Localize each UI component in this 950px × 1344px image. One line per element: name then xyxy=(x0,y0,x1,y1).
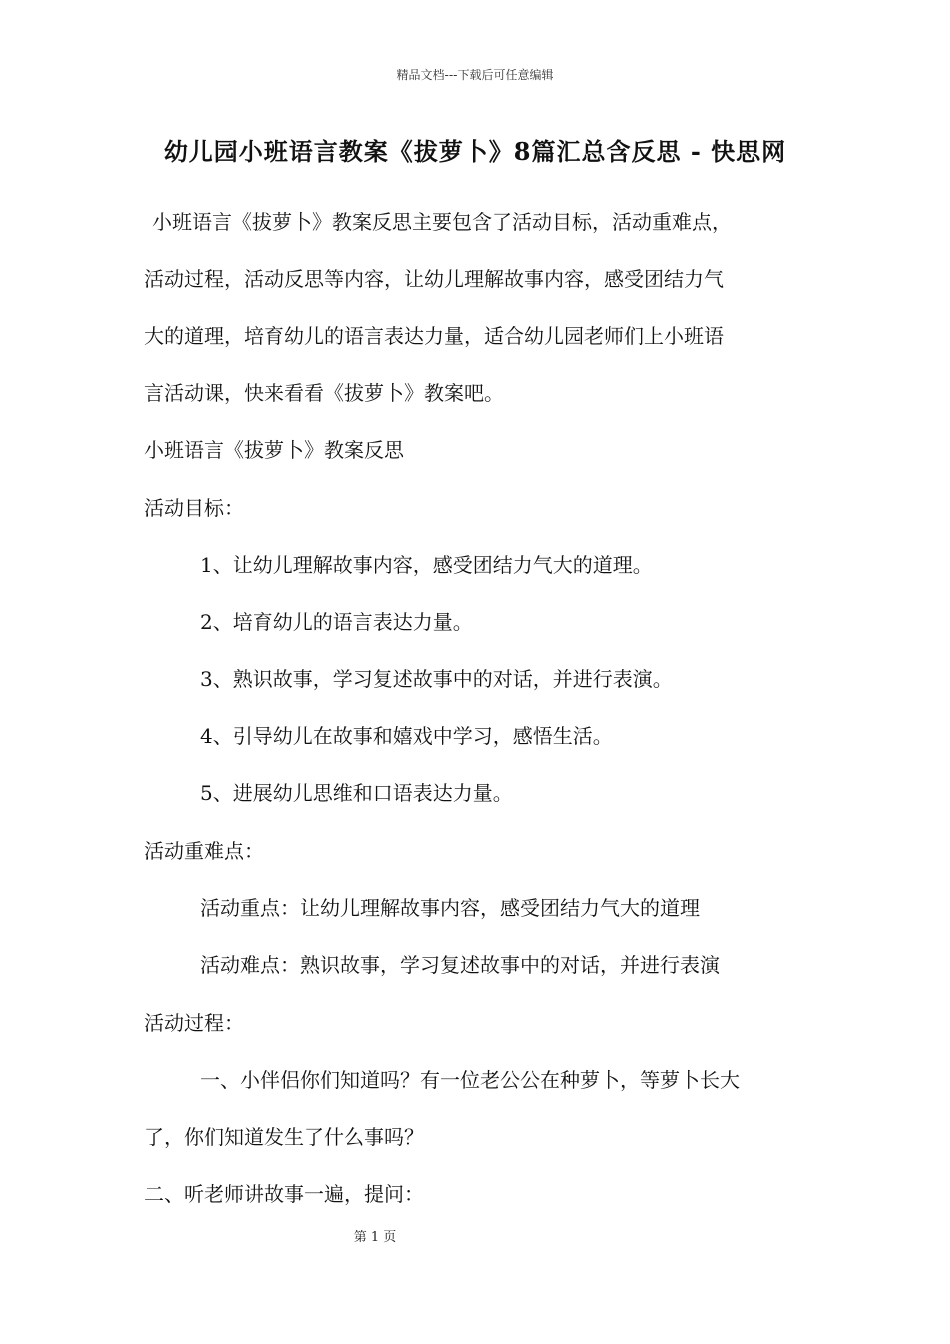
intro-line-3: 大的道理，培育幼儿的语言表达力量，适合幼儿园老师们上小班语 xyxy=(144,324,724,348)
goal-item-4: 4、引导幼儿在故事和嬉戏中学习，感悟生活。 xyxy=(200,724,613,748)
intro-line-4: 言活动课，快来看看《拔萝卜》教案吧。 xyxy=(144,381,504,405)
intro-line-2: 活动过程，活动反思等内容，让幼儿理解故事内容，感受团结力气 xyxy=(144,267,724,291)
key-point-difficulty: 活动难点：熟识故事，学习复述故事中的对话，并进行表演 xyxy=(200,953,720,977)
goals-heading: 活动目标： xyxy=(144,496,244,520)
section-subtitle: 小班语言《拔萝卜》教案反思 xyxy=(144,438,404,462)
goal-item-5: 5、进展幼儿思维和口语表达力量。 xyxy=(200,781,513,805)
document-title: 幼儿园小班语言教案《拔萝卜》8篇汇总含反思 - 快思网 xyxy=(163,137,787,166)
goal-item-3: 3、熟识故事，学习复述故事中的对话，并进行表演。 xyxy=(200,667,673,691)
process-step-1-line-1: 一、小伴侣你们知道吗？有一位老公公在种萝卜，等萝卜长大 xyxy=(200,1068,740,1092)
page-header: 精品文档---下载后可任意编辑 xyxy=(396,68,554,82)
key-point-focus: 活动重点：让幼儿理解故事内容，感受团结力气大的道理 xyxy=(200,896,700,920)
goal-item-2: 2、培育幼儿的语言表达力量。 xyxy=(200,610,473,634)
process-heading: 活动过程： xyxy=(144,1011,244,1035)
intro-line-1: 小班语言《拔萝卜》教案反思主要包含了活动目标，活动重难点， xyxy=(152,210,732,234)
key-points-heading: 活动重难点： xyxy=(144,839,264,863)
process-step-1-line-2: 了，你们知道发生了什么事吗？ xyxy=(144,1125,424,1149)
process-step-2: 二、听老师讲故事一遍，提问： xyxy=(144,1182,424,1206)
goal-item-1: 1、让幼儿理解故事内容，感受团结力气大的道理。 xyxy=(200,553,653,577)
page-number: 第 1 页 xyxy=(353,1230,397,1245)
